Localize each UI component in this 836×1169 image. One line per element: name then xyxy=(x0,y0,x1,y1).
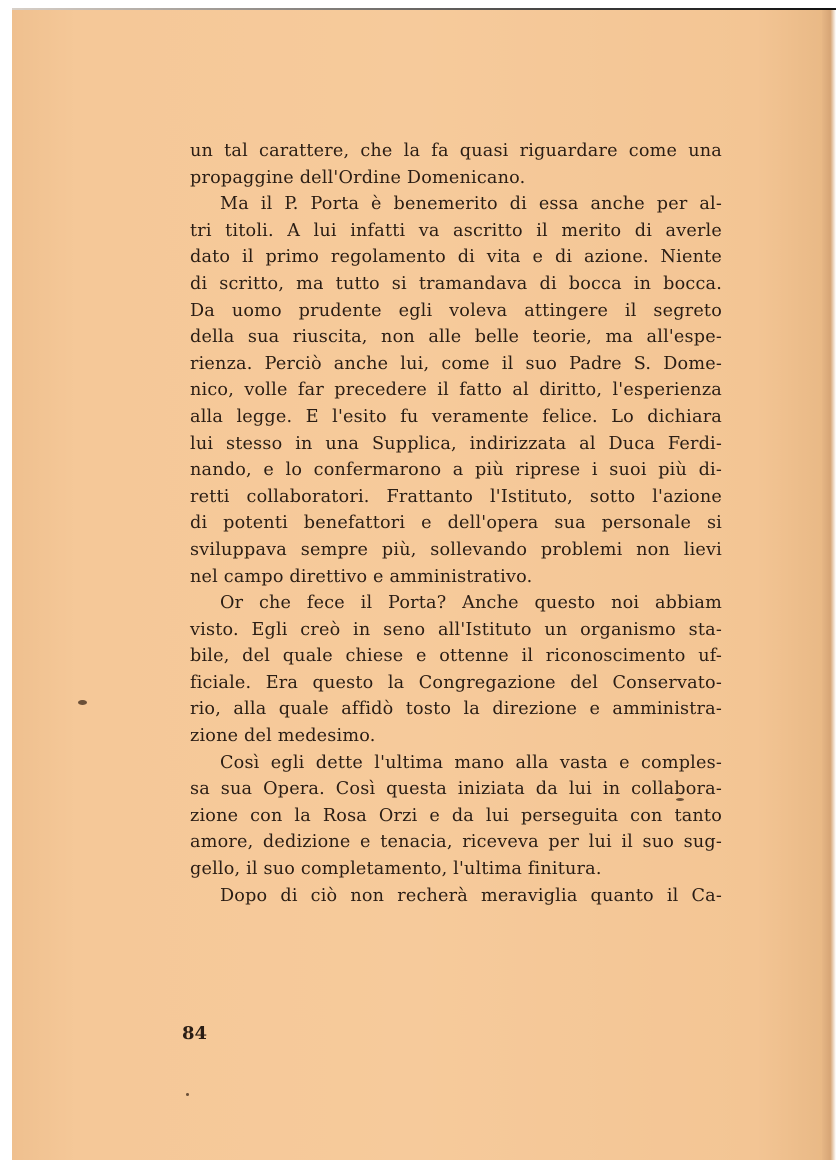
text-line: Così egli dette l'ultima mano alla vasta e comples- xyxy=(220,752,722,773)
text-line: nando, e lo confermarono a più riprese i suoi più di- xyxy=(190,460,722,481)
text-line: sviluppava sempre più, sollevando problemi non lievi xyxy=(190,539,722,560)
text-line: rienza. Perciò anche lui, come il suo Padre S. Dome- xyxy=(190,353,722,374)
text-line: di potenti benefattori e dell'opera sua personale si xyxy=(190,513,722,534)
text-line: retti collaboratori. Frattanto l'Istituto, sotto l'azione xyxy=(190,486,722,507)
text-line: della sua riuscita, non alle belle teorie, ma all'espe- xyxy=(190,327,722,348)
text-line: lui stesso in una Supplica, indirizzata al Duca Ferdi- xyxy=(190,433,722,454)
text-line: dato il primo regolamento di vita e di azione. Niente xyxy=(190,247,722,268)
text-line: di scritto, ma tutto si tramandava di bocca in bocca. xyxy=(190,273,722,294)
text-line: bile, del quale chiese e ottenne il riconoscimento uf- xyxy=(190,646,722,667)
text-line: ficiale. Era questo la Congregazione del Conservato- xyxy=(190,672,722,693)
text-line: nel campo direttivo e amministrativo. xyxy=(190,566,533,587)
text-line: amore, dedizione e tenacia, riceveva per lui il suo sug- xyxy=(190,832,722,853)
page-number: 84 xyxy=(182,1023,208,1044)
text-line: tri titoli. A lui infatti va ascritto il merito di averle xyxy=(190,220,722,241)
page-speck xyxy=(186,1093,189,1096)
text-line: zione con la Rosa Orzi e da lui perseguita con tanto xyxy=(190,805,722,826)
page-speck xyxy=(78,700,87,705)
text-line: Ma il P. Porta è benemerito di essa anche per al- xyxy=(220,194,722,215)
text-line: un tal carattere, che la fa quasi riguardare come una xyxy=(190,141,722,161)
text-line: alla legge. E l'esito fu veramente felice. Lo dichiara xyxy=(190,406,722,427)
text-line: zione del medesimo. xyxy=(190,726,376,747)
text-line: rio, alla quale affidò tosto la direzione e amministra- xyxy=(190,699,722,720)
text-line: Dopo di ciò non recherà meraviglia quanto il Ca- xyxy=(220,885,722,906)
text-line: nico, volle far precedere il fatto al diritto, l'esperienza xyxy=(190,380,722,401)
scan-right-edge xyxy=(822,10,836,1160)
text-line: sa sua Opera. Così questa iniziata da lui in collabora- xyxy=(190,779,722,800)
text-line: visto. Egli creò in seno all'Istituto un organismo sta- xyxy=(190,619,722,640)
body-text xyxy=(190,138,722,909)
text-line: propaggine dell'Ordine Domenicano. xyxy=(190,167,526,188)
text-line: Da uomo prudente egli voleva attingere il segreto xyxy=(190,300,722,321)
text-line: gello, il suo completamento, l'ultima finitura. xyxy=(190,859,602,880)
text-line: Or che fece il Porta? Anche questo noi abbiam xyxy=(220,593,722,614)
